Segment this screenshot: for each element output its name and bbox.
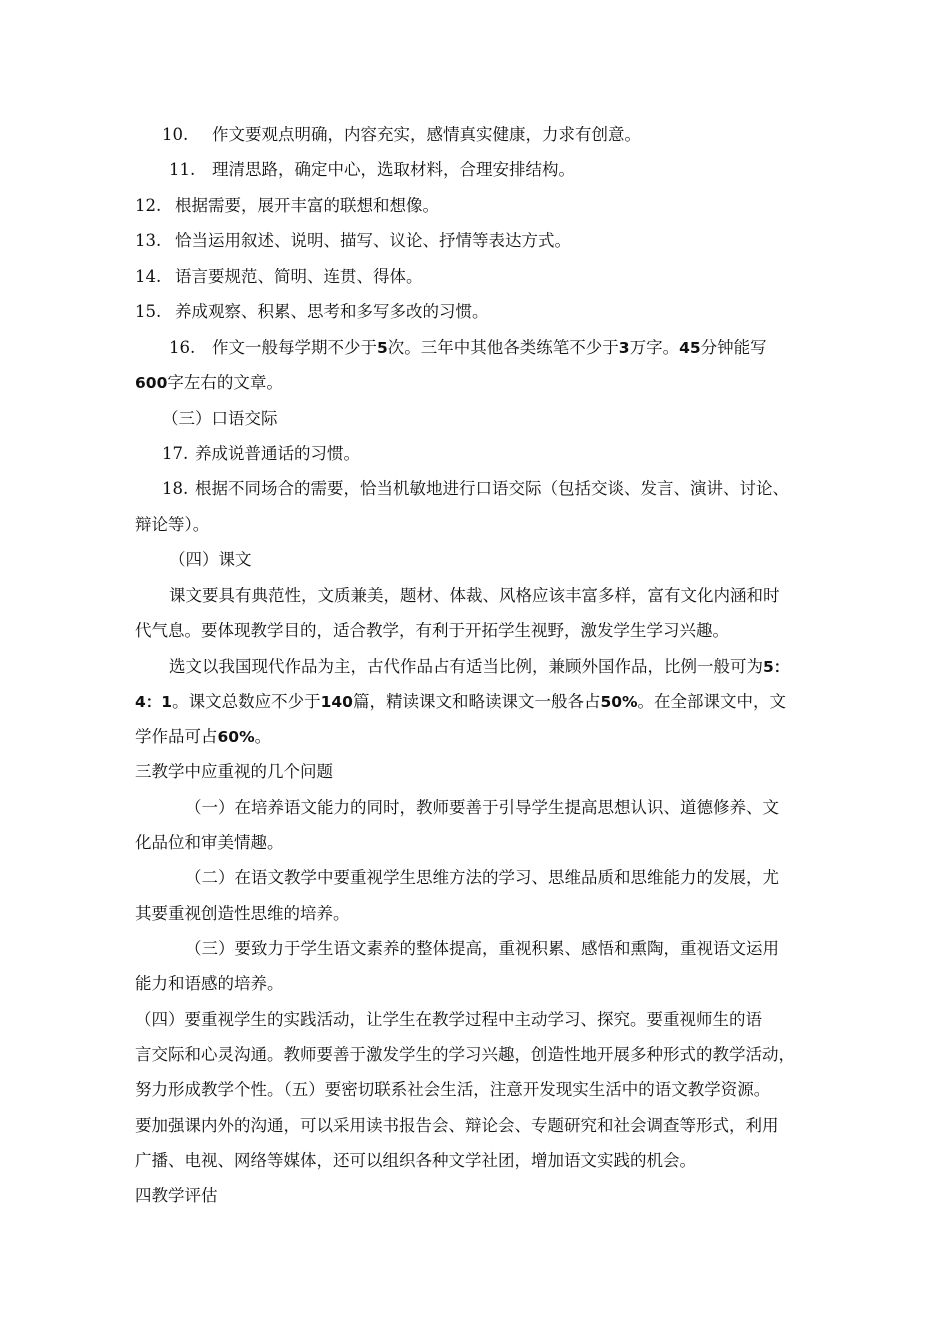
section-heading-four: 四教学评估 xyxy=(135,1186,218,1205)
percent-each: 50% xyxy=(600,693,638,711)
paragraph-line: 努力形成教学个性。（五）要密切联系社会生活，注意开发现实生活中的语文教学资源。 xyxy=(135,1080,771,1099)
paragraph-text: 选文以我国现代作品为主，古代作品占有适当比例，兼顾外国作品，比例一般可为 xyxy=(169,657,763,676)
item-number: 13. xyxy=(135,231,162,250)
item-number: 10. xyxy=(162,125,189,144)
paragraph-text: 。 xyxy=(254,727,272,746)
item-text: 语言要规范、简明、连贯、得体。 xyxy=(175,267,423,286)
item-text: 万字。 xyxy=(629,338,680,357)
paragraph-line: 能力和语感的培养。 xyxy=(135,974,284,993)
paragraph-line xyxy=(135,726,271,748)
paragraph-line: （三）要致力于学生语文素养的整体提高，重视积累、感悟和熏陶，重视语文运用 xyxy=(185,939,779,958)
list-item-16-cont xyxy=(135,372,283,394)
section-heading-texts: （四）课文 xyxy=(169,550,252,569)
item-text: 根据需要，展开丰富的联想和想像。 xyxy=(175,196,439,215)
paragraph-line xyxy=(135,691,786,713)
minutes-value: 45 xyxy=(679,339,701,357)
item-text: 恰当运用叙述、说明、描写、议论、抒情等表达方式。 xyxy=(175,231,571,250)
paragraph-text: 学作品可占 xyxy=(135,727,218,746)
item-number: 11. xyxy=(169,160,196,179)
paragraph-line xyxy=(169,656,789,678)
paragraph-line: （一）在培养语文能力的同时，教师要善于引导学生提高思想认识、道德修养、文 xyxy=(185,798,779,817)
list-item-16 xyxy=(169,337,767,359)
paragraph-text: 篇，精读课文和略读课文一般各占 xyxy=(352,692,601,711)
paragraph-text: 。课文总数应不少于 xyxy=(172,692,321,711)
item-number: 14. xyxy=(135,267,162,286)
item-text: 字左右的文章。 xyxy=(167,373,283,392)
ratio-part: 5： xyxy=(763,658,790,676)
list-item-12 xyxy=(135,195,439,217)
item-text: 次。三年中其他各类练笔不少于 xyxy=(387,338,619,357)
item-number: 15. xyxy=(135,302,162,321)
percent-literature: 60% xyxy=(217,728,255,746)
paragraph-line: 其要重视创造性思维的培养。 xyxy=(135,904,350,923)
item-number: 12. xyxy=(135,196,162,215)
section-heading-three: 三教学中应重视的几个问题 xyxy=(135,762,333,781)
list-item-15 xyxy=(135,301,489,323)
item-number: 18. xyxy=(162,479,189,498)
ratio-part: 4：1 xyxy=(135,693,173,711)
paragraph-line: 课文要具有典范性，文质兼美，题材、体裁、风格应该丰富多样，富有文化内涵和时 xyxy=(169,586,780,605)
list-item-14 xyxy=(135,266,423,288)
list-item-13 xyxy=(135,230,571,252)
item-text: 作文一般每学期不少于 xyxy=(212,338,377,357)
paragraph-line: （四）要重视学生的实践活动，让学生在教学过程中主动学习、探究。要重视师生的语 xyxy=(135,1010,762,1029)
item-text: 养成观察、积累、思考和多写多改的习惯。 xyxy=(175,302,489,321)
item-number: 16. xyxy=(169,338,196,357)
total-texts: 140 xyxy=(320,693,353,711)
list-item-18-cont: 辩论等）。 xyxy=(135,515,210,534)
section-heading-oral: （三）口语交际 xyxy=(162,409,278,428)
list-item-18 xyxy=(162,478,789,500)
essay-length: 600 xyxy=(135,374,168,392)
item-text: 理清思路，确定中心，选取材料，合理安排结构。 xyxy=(212,160,575,179)
paragraph-line: （二）在语文教学中要重视学生思维方法的学习、思维品质和思维能力的发展，尤 xyxy=(185,868,779,887)
paragraph-line: 要加强课内外的沟通，可以采用读书报告会、辩论会、专题研究和社会调查等形式，利用 xyxy=(135,1116,779,1135)
paragraph-line: 化品位和审美情趣。 xyxy=(135,833,284,852)
paragraph-line: 广播、电视、网络等媒体，还可以组织各种文学社团，增加语文实践的机会。 xyxy=(135,1151,696,1170)
word-count: 3 xyxy=(618,339,630,357)
item-text: 作文要观点明确，内容充实，感情真实健康，力求有创意。 xyxy=(212,125,641,144)
item-number: 17. xyxy=(162,444,189,463)
essay-count: 5 xyxy=(377,339,388,357)
item-text: 分钟能写 xyxy=(700,338,767,357)
list-item-17 xyxy=(162,443,360,465)
paragraph-line: 言交际和心灵沟通。教师要善于激发学生的学习兴趣，创造性地开展多种形式的教学活动， xyxy=(135,1045,795,1064)
list-item-10 xyxy=(162,124,641,146)
item-text: 养成说普通话的习惯。 xyxy=(195,444,360,463)
list-item-11 xyxy=(169,159,575,181)
paragraph-line: 代气息。要体现教学目的，适合教学，有利于开拓学生视野，激发学生学习兴趣。 xyxy=(135,621,729,640)
paragraph-text: 。在全部课文中，文 xyxy=(637,692,787,711)
item-text: 根据不同场合的需要，恰当机敏地进行口语交际（包括交谈、发言、演讲、讨论、 xyxy=(195,479,789,498)
